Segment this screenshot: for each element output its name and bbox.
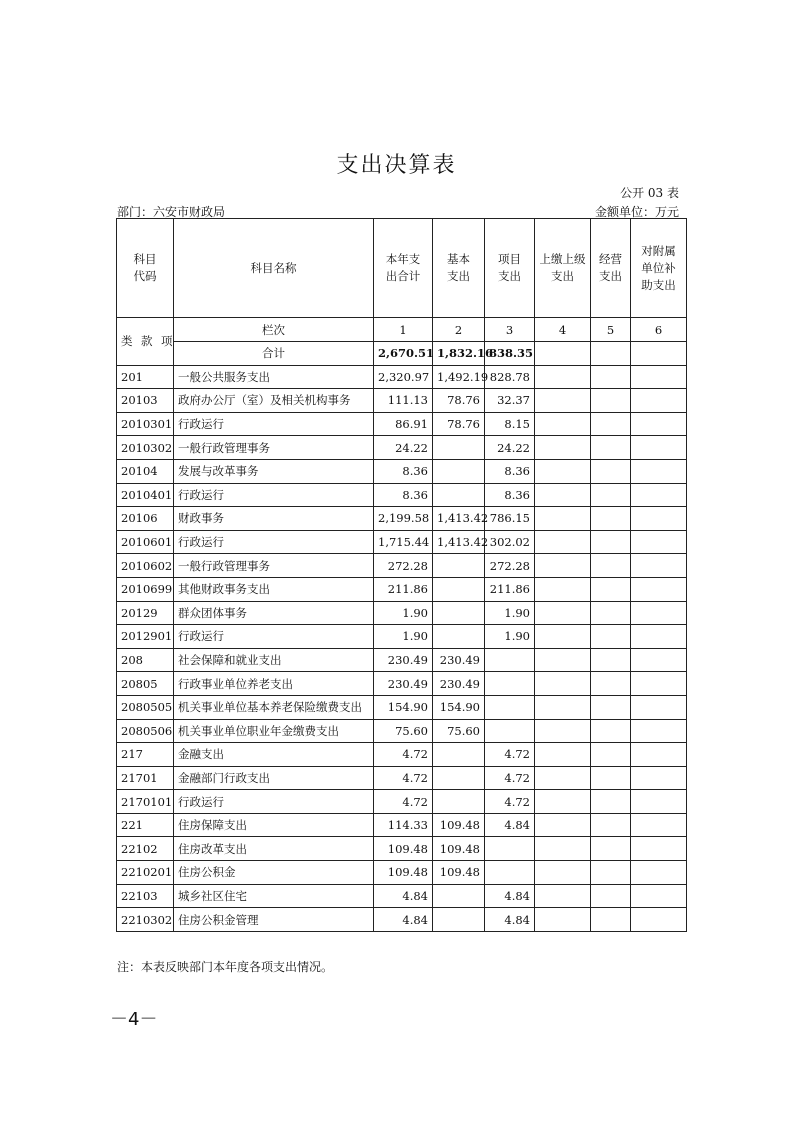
basic-expenditure: 78.76 xyxy=(433,389,485,413)
header-c5: 经营支出 xyxy=(591,219,631,318)
upper-remit-expenditure xyxy=(535,554,591,578)
subsidiary-subsidy-expenditure xyxy=(631,837,687,861)
subject-name: 一般行政管理事务 xyxy=(174,554,374,578)
project-expenditure: 272.28 xyxy=(485,554,535,578)
subject-name: 机关事业单位基本养老保险缴费支出 xyxy=(174,695,374,719)
project-expenditure: 4.72 xyxy=(485,743,535,767)
total-expenditure: 211.86 xyxy=(374,577,433,601)
total-expenditure: 230.49 xyxy=(374,648,433,672)
index-label: 栏次 xyxy=(174,318,374,342)
code-cell-text: 2210201 xyxy=(117,861,174,885)
subject-name: 住房公积金 xyxy=(174,861,374,885)
total-expenditure: 109.48 xyxy=(374,837,433,861)
subject-name: 金融部门行政支出 xyxy=(174,766,374,790)
code-cell-text: 20104 xyxy=(117,459,174,483)
subject-name: 政府办公厅（室）及相关机构事务 xyxy=(174,389,374,413)
basic-expenditure xyxy=(433,483,485,507)
business-expenditure xyxy=(591,483,631,507)
basic-expenditure xyxy=(433,459,485,483)
total-expenditure: 1.90 xyxy=(374,625,433,649)
table-row xyxy=(117,884,687,908)
business-expenditure xyxy=(591,861,631,885)
total-expenditure: 4.72 xyxy=(374,790,433,814)
business-expenditure xyxy=(591,625,631,649)
basic-expenditure xyxy=(433,601,485,625)
business-expenditure xyxy=(591,672,631,696)
subsidiary-subsidy-expenditure xyxy=(631,813,687,837)
lei-label: 类 xyxy=(121,334,133,348)
total-expenditure: 8.36 xyxy=(374,459,433,483)
project-expenditure: 4.84 xyxy=(485,884,535,908)
upper-remit-expenditure xyxy=(535,908,591,932)
basic-expenditure: 1,413.42 xyxy=(433,507,485,531)
project-expenditure xyxy=(485,648,535,672)
subject-name: 行政运行 xyxy=(174,625,374,649)
basic-expenditure xyxy=(433,766,485,790)
department-label: 部门：六安市财政局 xyxy=(117,205,226,219)
table-row xyxy=(117,790,687,814)
total-expenditure: 4.84 xyxy=(374,908,433,932)
basic-expenditure xyxy=(433,908,485,932)
project-expenditure: 1.90 xyxy=(485,601,535,625)
subsidiary-subsidy-expenditure xyxy=(631,908,687,932)
table-note: 注：本表反映部门本年度各项支出情况。 xyxy=(117,960,334,974)
total-expenditure: 2,199.58 xyxy=(374,507,433,531)
subsidiary-subsidy-expenditure xyxy=(631,625,687,649)
upper-remit-expenditure xyxy=(535,766,591,790)
total-expenditure: 1,715.44 xyxy=(374,530,433,554)
basic-expenditure xyxy=(433,743,485,767)
project-expenditure xyxy=(485,861,535,885)
subject-name: 财政事务 xyxy=(174,507,374,531)
code-cell-text: 2080506 xyxy=(117,719,174,743)
basic-expenditure xyxy=(433,884,485,908)
project-expenditure: 4.72 xyxy=(485,766,535,790)
code-cell-text: 2010302 xyxy=(117,436,174,460)
basic-expenditure: 230.49 xyxy=(433,672,485,696)
subsidiary-subsidy-expenditure xyxy=(631,648,687,672)
total-expenditure: 154.90 xyxy=(374,695,433,719)
business-expenditure xyxy=(591,389,631,413)
subsidiary-subsidy-expenditure xyxy=(631,790,687,814)
code-cell-text: 2010401 xyxy=(117,483,174,507)
table-row xyxy=(117,389,687,413)
total-expenditure: 109.48 xyxy=(374,861,433,885)
header-c2: 基本支出 xyxy=(433,219,485,318)
subject-name: 群众团体事务 xyxy=(174,601,374,625)
business-expenditure xyxy=(591,884,631,908)
basic-expenditure: 1,413.42 xyxy=(433,530,485,554)
upper-remit-expenditure xyxy=(535,459,591,483)
total-expenditure: 8.36 xyxy=(374,483,433,507)
table-row xyxy=(117,648,687,672)
total-expenditure: 1.90 xyxy=(374,601,433,625)
table-row xyxy=(117,672,687,696)
index-col-5: 5 xyxy=(591,318,631,342)
project-expenditure: 8.15 xyxy=(485,412,535,436)
basic-expenditure xyxy=(433,554,485,578)
code-cell-text: 221 xyxy=(117,813,174,837)
business-expenditure xyxy=(591,554,631,578)
table-row xyxy=(117,436,687,460)
code-cell-text: 21701 xyxy=(117,766,174,790)
subject-name: 住房改革支出 xyxy=(174,837,374,861)
table-row xyxy=(117,813,687,837)
subject-name: 发展与改革事务 xyxy=(174,459,374,483)
total-c5 xyxy=(591,342,631,366)
total-expenditure: 86.91 xyxy=(374,412,433,436)
project-expenditure xyxy=(485,719,535,743)
total-c2: 1,832.16 xyxy=(433,342,485,366)
code-cell-text: 2170101 xyxy=(117,790,174,814)
project-expenditure xyxy=(485,837,535,861)
subject-name: 行政运行 xyxy=(174,530,374,554)
business-expenditure xyxy=(591,530,631,554)
basic-expenditure: 109.48 xyxy=(433,813,485,837)
upper-remit-expenditure xyxy=(535,837,591,861)
table-row xyxy=(117,365,687,389)
code-cell-text: 20805 xyxy=(117,672,174,696)
project-expenditure: 32.37 xyxy=(485,389,535,413)
business-expenditure xyxy=(591,695,631,719)
project-expenditure: 4.84 xyxy=(485,813,535,837)
table-row xyxy=(117,695,687,719)
subject-name: 一般公共服务支出 xyxy=(174,365,374,389)
total-c6 xyxy=(631,342,687,366)
upper-remit-expenditure xyxy=(535,743,591,767)
index-col-1: 1 xyxy=(374,318,433,342)
subsidiary-subsidy-expenditure xyxy=(631,365,687,389)
code-cell-text: 2010601 xyxy=(117,530,174,554)
table-row xyxy=(117,719,687,743)
subsidiary-subsidy-expenditure xyxy=(631,554,687,578)
subject-name: 住房公积金管理 xyxy=(174,908,374,932)
table-row xyxy=(117,743,687,767)
project-expenditure: 4.72 xyxy=(485,790,535,814)
business-expenditure xyxy=(591,507,631,531)
total-c4 xyxy=(535,342,591,366)
basic-expenditure: 109.48 xyxy=(433,861,485,885)
upper-remit-expenditure xyxy=(535,625,591,649)
code-cell-text: 208 xyxy=(117,648,174,672)
subject-name: 金融支出 xyxy=(174,743,374,767)
code-cell-text: 22102 xyxy=(117,837,174,861)
subsidiary-subsidy-expenditure xyxy=(631,412,687,436)
header-code: 科目代码 xyxy=(117,219,174,318)
header-name: 科目名称 xyxy=(174,219,374,318)
subsidiary-subsidy-expenditure xyxy=(631,459,687,483)
header-c6: 对附属单位补助支出 xyxy=(631,219,687,318)
code-cell-text: 2010301 xyxy=(117,412,174,436)
index-col-2: 2 xyxy=(433,318,485,342)
subsidiary-subsidy-expenditure xyxy=(631,530,687,554)
upper-remit-expenditure xyxy=(535,861,591,885)
lei-kuan-xiang-cell xyxy=(117,318,174,366)
business-expenditure xyxy=(591,459,631,483)
subsidiary-subsidy-expenditure xyxy=(631,436,687,460)
total-expenditure: 24.22 xyxy=(374,436,433,460)
subsidiary-subsidy-expenditure xyxy=(631,389,687,413)
business-expenditure xyxy=(591,412,631,436)
upper-remit-expenditure xyxy=(535,790,591,814)
business-expenditure xyxy=(591,365,631,389)
upper-remit-expenditure xyxy=(535,672,591,696)
subsidiary-subsidy-expenditure xyxy=(631,884,687,908)
table-row xyxy=(117,483,687,507)
table-row xyxy=(117,908,687,932)
total-c3: 838.35 xyxy=(485,342,535,366)
business-expenditure xyxy=(591,648,631,672)
project-expenditure: 828.78 xyxy=(485,365,535,389)
business-expenditure xyxy=(591,743,631,767)
business-expenditure xyxy=(591,790,631,814)
table-row xyxy=(117,601,687,625)
subject-name: 其他财政事务支出 xyxy=(174,577,374,601)
subject-name: 行政事业单位养老支出 xyxy=(174,672,374,696)
table-row xyxy=(117,507,687,531)
upper-remit-expenditure xyxy=(535,695,591,719)
basic-expenditure xyxy=(433,436,485,460)
basic-expenditure xyxy=(433,577,485,601)
business-expenditure xyxy=(591,813,631,837)
form-number: 公开 03 表 xyxy=(620,186,679,200)
upper-remit-expenditure xyxy=(535,813,591,837)
business-expenditure xyxy=(591,908,631,932)
business-expenditure xyxy=(591,436,631,460)
code-cell-text: 217 xyxy=(117,743,174,767)
table-row xyxy=(117,625,687,649)
index-col-6: 6 xyxy=(631,318,687,342)
subject-name: 一般行政管理事务 xyxy=(174,436,374,460)
table-row xyxy=(117,554,687,578)
project-expenditure: 4.84 xyxy=(485,908,535,932)
upper-remit-expenditure xyxy=(535,719,591,743)
basic-expenditure xyxy=(433,625,485,649)
total-c1: 2,670.51 xyxy=(374,342,433,366)
page-number: －4－ xyxy=(110,1009,158,1030)
total-expenditure: 114.33 xyxy=(374,813,433,837)
basic-expenditure: 75.60 xyxy=(433,719,485,743)
table-row xyxy=(117,530,687,554)
index-row xyxy=(117,318,687,342)
subsidiary-subsidy-expenditure xyxy=(631,766,687,790)
upper-remit-expenditure xyxy=(535,412,591,436)
upper-remit-expenditure xyxy=(535,507,591,531)
expenditure-table xyxy=(116,218,687,932)
subject-name: 社会保障和就业支出 xyxy=(174,648,374,672)
total-label: 合计 xyxy=(174,342,374,366)
subject-name: 机关事业单位职业年金缴费支出 xyxy=(174,719,374,743)
upper-remit-expenditure xyxy=(535,436,591,460)
subject-name: 城乡社区住宅 xyxy=(174,884,374,908)
table-row xyxy=(117,837,687,861)
basic-expenditure: 109.48 xyxy=(433,837,485,861)
upper-remit-expenditure xyxy=(535,483,591,507)
total-expenditure: 230.49 xyxy=(374,672,433,696)
subsidiary-subsidy-expenditure xyxy=(631,577,687,601)
total-row xyxy=(117,342,687,366)
subject-name: 行政运行 xyxy=(174,483,374,507)
xiang-label: 项 xyxy=(161,334,173,348)
index-col-4: 4 xyxy=(535,318,591,342)
code-cell-text: 2210302 xyxy=(117,908,174,932)
subject-name: 行政运行 xyxy=(174,412,374,436)
index-col-3: 3 xyxy=(485,318,535,342)
header-c4: 上缴上级支出 xyxy=(535,219,591,318)
total-expenditure: 111.13 xyxy=(374,389,433,413)
code-cell-text: 20106 xyxy=(117,507,174,531)
business-expenditure xyxy=(591,601,631,625)
upper-remit-expenditure xyxy=(535,601,591,625)
project-expenditure: 8.36 xyxy=(485,459,535,483)
total-expenditure: 2,320.97 xyxy=(374,365,433,389)
table-row xyxy=(117,412,687,436)
total-expenditure: 4.72 xyxy=(374,766,433,790)
upper-remit-expenditure xyxy=(535,365,591,389)
code-cell-text: 2010602 xyxy=(117,554,174,578)
subsidiary-subsidy-expenditure xyxy=(631,601,687,625)
header-row xyxy=(117,219,687,318)
business-expenditure xyxy=(591,766,631,790)
subsidiary-subsidy-expenditure xyxy=(631,483,687,507)
code-cell-text: 201 xyxy=(117,365,174,389)
subsidiary-subsidy-expenditure xyxy=(631,695,687,719)
project-expenditure xyxy=(485,695,535,719)
total-expenditure: 75.60 xyxy=(374,719,433,743)
subsidiary-subsidy-expenditure xyxy=(631,719,687,743)
total-expenditure: 272.28 xyxy=(374,554,433,578)
table-row xyxy=(117,861,687,885)
unit-label: 金额单位：万元 xyxy=(594,205,679,219)
code-cell-text: 2010699 xyxy=(117,577,174,601)
upper-remit-expenditure xyxy=(535,884,591,908)
business-expenditure xyxy=(591,719,631,743)
project-expenditure: 211.86 xyxy=(485,577,535,601)
total-expenditure: 4.72 xyxy=(374,743,433,767)
subject-name: 住房保障支出 xyxy=(174,813,374,837)
subsidiary-subsidy-expenditure xyxy=(631,672,687,696)
basic-expenditure: 230.49 xyxy=(433,648,485,672)
upper-remit-expenditure xyxy=(535,530,591,554)
kuan-label: 款 xyxy=(141,334,153,348)
code-cell-text: 2080505 xyxy=(117,695,174,719)
business-expenditure xyxy=(591,837,631,861)
upper-remit-expenditure xyxy=(535,577,591,601)
code-cell-text: 20103 xyxy=(117,389,174,413)
upper-remit-expenditure xyxy=(535,389,591,413)
upper-remit-expenditure xyxy=(535,648,591,672)
header-c1: 本年支出合计 xyxy=(374,219,433,318)
table-row xyxy=(117,766,687,790)
table-row xyxy=(117,577,687,601)
business-expenditure xyxy=(591,577,631,601)
basic-expenditure: 154.90 xyxy=(433,695,485,719)
total-expenditure: 4.84 xyxy=(374,884,433,908)
page-title: 支出决算表 xyxy=(336,153,457,178)
basic-expenditure: 78.76 xyxy=(433,412,485,436)
basic-expenditure xyxy=(433,790,485,814)
project-expenditure: 786.15 xyxy=(485,507,535,531)
subsidiary-subsidy-expenditure xyxy=(631,507,687,531)
code-cell-text: 2012901 xyxy=(117,625,174,649)
code-cell-text: 20129 xyxy=(117,601,174,625)
subsidiary-subsidy-expenditure xyxy=(631,743,687,767)
project-expenditure: 1.90 xyxy=(485,625,535,649)
project-expenditure xyxy=(485,672,535,696)
subject-name: 行政运行 xyxy=(174,790,374,814)
header-c3: 项目支出 xyxy=(485,219,535,318)
project-expenditure: 8.36 xyxy=(485,483,535,507)
basic-expenditure: 1,492.19 xyxy=(433,365,485,389)
project-expenditure: 302.02 xyxy=(485,530,535,554)
table-row xyxy=(117,459,687,483)
project-expenditure: 24.22 xyxy=(485,436,535,460)
code-cell-text: 22103 xyxy=(117,884,174,908)
subsidiary-subsidy-expenditure xyxy=(631,861,687,885)
